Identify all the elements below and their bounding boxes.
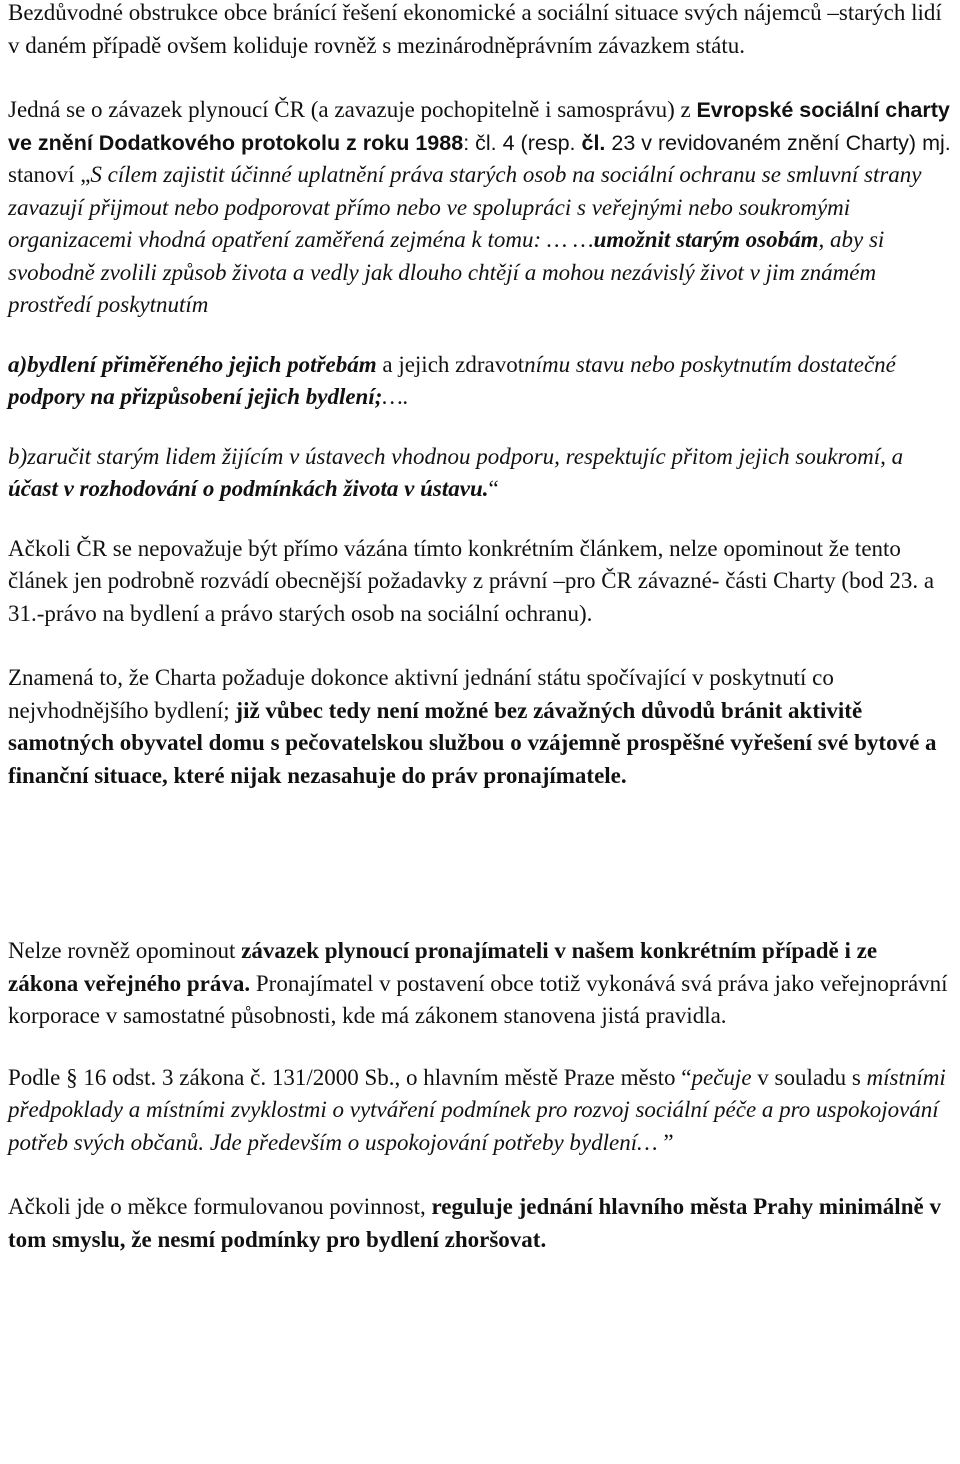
paragraph-obstructions: Bezdůvodné obstrukce obce bránící řešení ekonomické a sociální situace svých nájemců –starých lidí v daném případě ovšem koliduje rovněž s mezinárodněprávním závazkem státu. [8,0,942,58]
paragraph-public-law [8,935,952,1033]
text-span: stanoví „ [8,162,91,187]
document-page [8,0,952,1256]
charter-name: Evropské sociální charty ve znění Dodatkového protokolu z roku 1988 [8,98,950,155]
text-span: v souladu s [751,1064,867,1090]
text-span: ” [663,1129,674,1155]
text-span: : čl. 4 (resp. [463,130,582,155]
text-span: Znamená to, že Charta požaduje dokonce aktivní jednání státu spočívající v poskytnutí co nejvhodnějšího bydlení; [8,665,834,723]
text-span: nímu stavu nebo poskytnutím dostatečné [524,351,896,377]
text-span: čl. [581,130,606,155]
paragraph-item-a [8,349,952,414]
paragraph-emphasis: závazek plynoucí pronajímateli v našem konkrétním případě i ze zákona veřejného práva. [8,938,878,996]
charter-quote: , aby si svobodně zvolili způsob života a vedly jak dlouho chtějí a mohou nezávislý život v jim známém prostředí poskytnutím [8,227,885,317]
item-b-emphasis: účast v rozhodování o podmínkách života v ústavu. [8,476,489,501]
text-span: Podle § 16 odst. 3 zákona č. 131/2000 Sb. [8,1064,395,1090]
paragraph-prague-act [8,1062,952,1160]
charter-quote-emphasis: umožnit starým osobám [593,227,819,252]
text-span: , o hlavním městě Praze město “ [394,1064,692,1090]
text-span: Pronajímatel v postavení obce totiž vykonává svá práva jako veřejnoprávní korporace v samostatné působnosti, kde má zákonem stanovena jistá pravidla. [8,970,948,1028]
paragraph-soft-duty [8,1191,952,1256]
charter-quote: S cílem zajistit účinné uplatnění práva starých osob na sociální ochranu se smluvní strany zavazují přijmout nebo podporovat přímo nebo ve spolupráci s veřejnými nebo soukromými organizacemi vhodná opatření zaměřená zejména k tomu: … … [8,162,922,252]
blank-space [8,792,952,935]
text-span: Ačkoli jde o měkce formulovanou povinnost, [8,1194,432,1219]
text-span: a jejich zdravot [376,351,525,377]
text-span: “ [488,476,499,501]
item-a-heading: a)bydlení přiměřeného jejich potřebám [8,351,377,377]
paragraph-charter-requires [8,662,952,792]
paragraph-not-bound: Ačkoli ČR se nepovažuje být přímo vázána tímto konkrétním článkem, nelze opominout že tento článek jen podrobně rozvádí obecnější požadavky z právní –pro ČR závazné- části Charty (bod 23. a 31.-právo na bydlení a právo starých osob na sociální ochranu). [8,535,935,626]
text-span: Jedná se o závazek plynoucí ČR (a zavazuje pochopitelně i samosprávu) z [8,97,697,122]
text-span: Nelze rovněž opominout [8,938,242,963]
text-span: …. [382,384,409,409]
text-span: 23 v revidovaném znění Charty) mj. [605,130,951,155]
text-span: pečuje [691,1064,752,1090]
text-span: b)zaručit starým lidem žijícím v ústavech vhodnou podporu, respektujíc přitom jejich soukromí, a [8,443,904,469]
paragraph-emphasis: již vůbec tedy není možné bez závažných důvodů bránit aktivitě samotných obyvatel domu s pečovatelskou službou o vzájemně prospěšné vyřešení své bytové a finanční situace, které nijak nezasahuje do práv pronajímatele. [8,697,937,788]
item-a-emphasis: podpory na přizpůsobení jejich bydlení; [8,384,383,409]
paragraph-charter-obligation [8,94,952,322]
text-span: místními předpoklady a místními zvyklostmi o vytváření podmínek pro rozvoj sociální péče a pro uspokojování potřeb svých občanů. Jde především o uspokojování potřeby bydlení… [8,1064,946,1155]
paragraph-emphasis: reguluje jednání hlavního města Prahy minimálně v tom smyslu, že nesmí podmínky pro bydlení zhoršovat. [8,1194,941,1252]
paragraph-item-b [8,441,952,506]
